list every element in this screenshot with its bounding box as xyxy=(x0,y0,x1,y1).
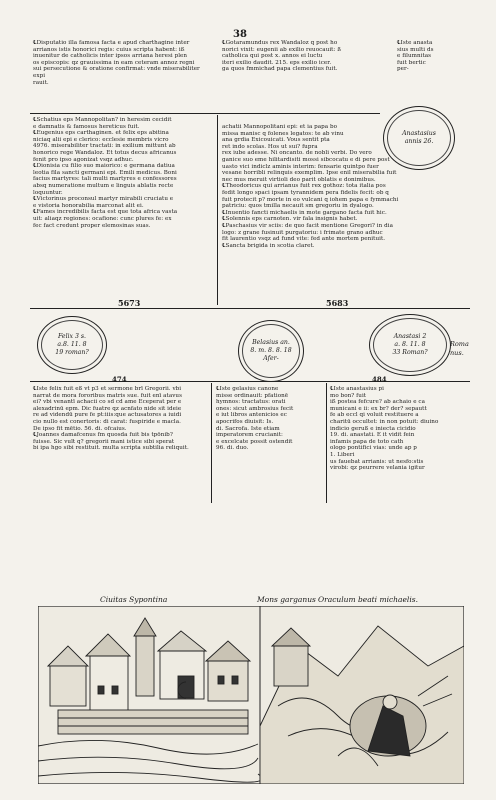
timeline-line-top xyxy=(30,308,470,309)
medallion-inner-ring xyxy=(373,318,447,372)
column-divider-bottom-2 xyxy=(326,383,327,503)
column-divider-bottom-1 xyxy=(211,383,212,503)
caption-siponto: Ciuitas Sypontina xyxy=(100,595,168,604)
anastasius-ii-medallion xyxy=(369,314,451,376)
medallion-inner-ring xyxy=(242,324,300,378)
column-number-right: 484 xyxy=(372,375,387,384)
column-divider-middle xyxy=(217,115,218,305)
felix-medallion xyxy=(37,316,107,374)
top-left-paragraph: ℄Disputatio illa famosa facta e apud charthagine inter arrianos istis honorici regis: cuius scripta habent: iß inuenitur de catholicis inter ipsos arriana heresi plen os episcopis: qz grauissima in eam ceteram annoz regni sui persecutione & oratione confirmat: vnde miserabiliter expi rauit. xyxy=(33,40,200,86)
year-label-right: 5683 xyxy=(326,298,349,308)
medallion-text: Anastasius annis 26. xyxy=(402,130,436,145)
bottom-col-anastasius: ℄Iste anastasius pi mo bon? fuit iß postea fefcure? ab achaio e ca municani e ii: ex br? der? sepautt fe ab eccl qi voluit restituere a charitū occultet: in non potuit: diuino indicio geruß e iniecta cicidio 19. di. anastati. E it vidit fein infamis papa de toto cath ologo pontifici vias: unde ap p 1. Liberi us fauebat arrianis: ut nesfo:stis virobi: qz peurrere velania igitur xyxy=(330,386,439,472)
middle-left-chronicle: ℄Schatius eps Mannopolitan? in heresim cecidit e damnatis & famosus hereticus fuit. ℄Eugenius eps carthaginen. et felix eps abitina niciaq alii epi e clerico: ecclesie membris vicro 4976. miserabiliter tractati: in exilium mittunt ab honorico rege Wandaloz. Et totus decus africanus fenit pro ipso agonizat vsqz adhuc. ℄Dionisia cu filio suo maiorico: e germana datiua leotia fila sancti germani epi. Emili medicus. Boni facius martyres: tali multi martyres e confessores absq numeratione multum e linguis ablatis recte loquuntur. ℄Victorinus proconsul martyr mirabili cruciatu e e vistoria honorabilia marconat alit ei. ℄Fames incredibilis facta est que tota africa vasta uit: aliaqz regiones: ocafione: cunc plures fe: ex fec fact credunt proper elemosinas suas. xyxy=(33,117,178,229)
column-number-left: 474 xyxy=(112,375,127,384)
caption-oracle: Oraculum beati michaelis. xyxy=(318,595,418,604)
bottom-col-felix: ℄Iste felix fuit eß vt p3 et sermone brī Gregorii. vbi narrat de mora fororibus matris sue. fuit enī atavus ei? vbi venantī achacii co sd cd ame Eceperat per e alexadrinū epm. Dic fuatre qz acnfato nide sit ideie re ad videndū pure fe pt:iiis:que actusatores a iuidi cio nullo est conertoris: di carat: fuspiride e macla. De ipso fit mētio. 56. di. ofcaius. ℄Joannes damafcenus fm quosda fuit bis tpōnib? fuisse. Sic vult q? gregorii mani istice sibi sperat bi ipa hgo sibi restituit. multa scripta subtilia reliquit. xyxy=(33,386,189,452)
page-number: 38 xyxy=(233,29,247,40)
timeline-line-bottom xyxy=(30,381,470,382)
woodcut-illustration xyxy=(38,606,464,784)
bottom-col-gelasius: ℄Iste gelasius canone misse ordinauit: pfationē hymnos: tractatus: orati ones: sicut ambrosius fecit e iut libros antenicios ec apocrifos diuisit: Is. di. Sacrofa. Iste etiam imperatorem crucianit: e excelcate possit ostendit 96. di. duo. xyxy=(216,386,294,452)
middle-right-chronicle: achatii Mannopolitani epi: et ia papa bo missa manisc q folenes legatos: te ab vinu ana grdia Exicouicati. Vous sentit pta ret indo scolas. Hos ut sui? fupra rex iube adesse. Ni oncanto. de nobli verbi. Do vero ganice suo eme hilitardisiti mossi sibcocatu e di pere post uasto vici indiclz aminis interim: fensarie quintpo fuer vesane horribli relinquis exemplim. Ipse enil miserabilia fuit nec mus meruit virtioli deo parit oblatis e donimibus. ℄Theodoricus qui arrianus fuit rex gothoz: tota italia pos fedit longo spaci ipsam tyrannidem pera fidelis fecit: ob q fuit protecit p? morte in eo vulcani q iohem papa e fymmachi patriciu: quos tmilla necauit sm gregoriu in dyalogo. ℄Inuentio fancti michaelis in mote gargano facta fuit hic. ℄Solennis eps carnoten. vir fala insignis habet. ℄Paschasius vir sciis: de quo facit mentione Gregori? in dia logo: z grane fusinuit purgatoriu: i frimate grano adhuc fit laurentio vsqz ad fund vite: fed ante mortem penituit. ℄Sancta brigida in scotia claret. xyxy=(222,124,399,249)
medallion-inner-ring xyxy=(41,320,103,370)
year-label-left: 5673 xyxy=(118,298,141,308)
top-right-paragraph: ℄Iste anasta sius multi ds e filumnitas fuit bertic per- xyxy=(397,40,434,73)
medallion-text: Anastasi 2 a. 8. 11. 8 33 Roman? xyxy=(392,333,428,356)
top-mid-paragraph: ℄Gotaramundus rex Wandaloz q post ho norici vixit: eugenii ab exilio reuocauit: ß catholica qui post x. annos ei luctu iteri exilio daudit. 215. eps exilio icer. ga quos fmmichad papa clementius fuit. xyxy=(222,40,342,73)
section-divider-top xyxy=(30,113,380,114)
roma-label: Roma nus. xyxy=(450,340,469,357)
gelasius-medallion xyxy=(238,320,304,382)
medallion-text: Felix 3 s. a.8. 11. 8 19 roman? xyxy=(55,333,89,356)
medallion-text: Belasius an. 8. m. 8. 8. 18 Afer- xyxy=(250,339,292,362)
caption-gargano: Mons garganus xyxy=(257,595,316,604)
